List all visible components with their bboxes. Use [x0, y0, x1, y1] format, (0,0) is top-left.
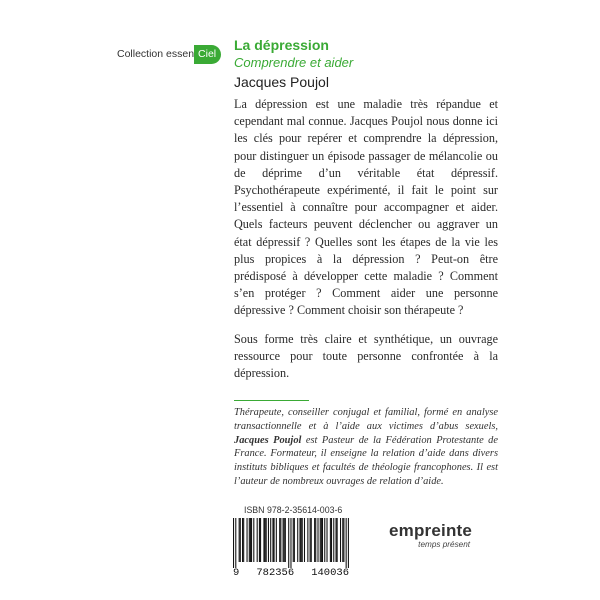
barcode-bar — [335, 518, 336, 562]
barcode-bar — [284, 518, 285, 562]
book-author: Jacques Poujol — [234, 74, 329, 90]
publisher-logo — [389, 522, 472, 550]
barcode-bar — [272, 518, 273, 562]
barcode-bar — [240, 518, 241, 562]
barcode-bar — [321, 518, 322, 562]
collection-badge: Ciel — [194, 45, 221, 64]
barcode-bar — [317, 518, 318, 562]
barcode-bar — [310, 518, 311, 562]
barcode-bar — [265, 518, 266, 562]
description — [234, 96, 498, 382]
title-block — [234, 37, 353, 92]
barcode-bar — [260, 518, 261, 562]
barcode-bar — [249, 518, 250, 562]
barcode-bar — [307, 518, 308, 562]
barcode-bar — [314, 518, 315, 562]
barcode-bar — [330, 518, 331, 562]
barcode-bar — [337, 518, 338, 562]
barcode-bar — [288, 518, 289, 568]
barcode-bar — [299, 518, 300, 562]
book-subtitle: Comprendre et aider — [234, 55, 354, 70]
barcode-left-digits: 782356 — [256, 567, 295, 579]
barcode-right-digits: 140036 — [311, 567, 349, 579]
barcode-bar — [257, 518, 258, 562]
isbn-label: ISBN 978-2-35614-003-6 — [244, 505, 343, 515]
barcode-bar — [342, 518, 343, 562]
publisher-name: empreinte — [389, 521, 473, 540]
author-bio — [234, 406, 498, 489]
barcode-bar — [301, 518, 302, 562]
barcode-bar — [331, 518, 332, 562]
barcode-bar — [274, 518, 275, 562]
barcode-bar — [259, 518, 260, 562]
collection-prefix: Collection essen — [117, 48, 195, 60]
barcode-bars — [233, 518, 349, 568]
barcode-bar — [268, 518, 269, 562]
barcode-bar — [293, 518, 294, 562]
description-paragraph-2: Sous forme très claire et synthétique, un ouvrage ressource pour toute personne confrontée à la dépression. — [234, 331, 498, 381]
barcode-bar — [297, 518, 298, 562]
barcode-bar — [285, 518, 286, 562]
barcode-bar — [276, 518, 277, 562]
barcode-bar — [233, 518, 234, 568]
barcode-bar — [247, 518, 248, 562]
barcode-bar — [346, 518, 347, 568]
publisher-tagline: temps présent — [418, 540, 471, 549]
barcode-bar — [242, 518, 243, 562]
barcode-bar — [251, 518, 252, 562]
divider-line — [234, 400, 309, 401]
barcode-bar — [302, 518, 303, 562]
barcode-bar — [311, 518, 312, 562]
barcode-bar — [266, 518, 267, 562]
book-title: La dépression — [234, 37, 329, 53]
barcode-number — [233, 567, 349, 579]
barcode-bar — [239, 518, 240, 562]
barcode-bar — [348, 518, 349, 568]
bio-text-1: Thérapeute, conseiller conjugal et familial, formé en analyse transactionnelle et à l’aide aux victimes d’abus sexuels, — [234, 407, 498, 432]
bio-text-2: est Pasteur de la Fédération Protestante de France. Formateur, il enseigne la relation d’aide dans divers instituts bibliques et facultés de théologie francophones. Il est l’auteur de nombreux ouvrages de relation d’aide. — [234, 434, 498, 487]
barcode-bar — [315, 518, 316, 562]
barcode-bar — [340, 518, 341, 562]
barcode-bar — [320, 518, 321, 562]
barcode-bar — [235, 518, 236, 568]
barcode-bar — [333, 518, 334, 562]
barcode-bar — [279, 518, 280, 562]
bio-author-name: Jacques Poujol — [234, 434, 302, 446]
barcode-bar — [290, 518, 291, 568]
barcode-bar — [263, 518, 264, 562]
barcode-bar — [294, 518, 295, 562]
barcode-bar — [283, 518, 284, 562]
barcode-bar — [343, 518, 344, 562]
barcode-bar — [324, 518, 325, 562]
barcode-bar — [270, 518, 271, 562]
barcode-bar — [253, 518, 254, 562]
description-paragraph-1: La dépression est une maladie très répandue et cependant mal connue. Jacques Poujol nous donne ici les clés pour repérer et comprendre la dépression, pour distinguer un épisode passager de mélancolie ou de déprime d’un véritable état dépressif. Psychothérapeute expérimenté, il fait le point sur l’essentiel à connaître pour accompagner et aider. Quels facteurs peuvent déclencher ou aggraver un état dépressif ? Quelles sont les étapes de la vie les plus propices à la dépression ? Peut-on être prédisposé à développer cette maladie ? Comment s’en protéger ? Comment aider une personne dépressive ? Comment choisir son thérapeute ? — [234, 97, 498, 318]
barcode-bar — [304, 518, 305, 562]
barcode-bar — [243, 518, 244, 562]
barcode-bar — [322, 518, 323, 562]
collection-label — [117, 44, 221, 64]
barcode-bar — [280, 518, 281, 562]
barcode-bar — [326, 518, 327, 562]
barcode-lead-digit: 9 — [233, 567, 240, 579]
barcode-bar — [250, 518, 251, 562]
